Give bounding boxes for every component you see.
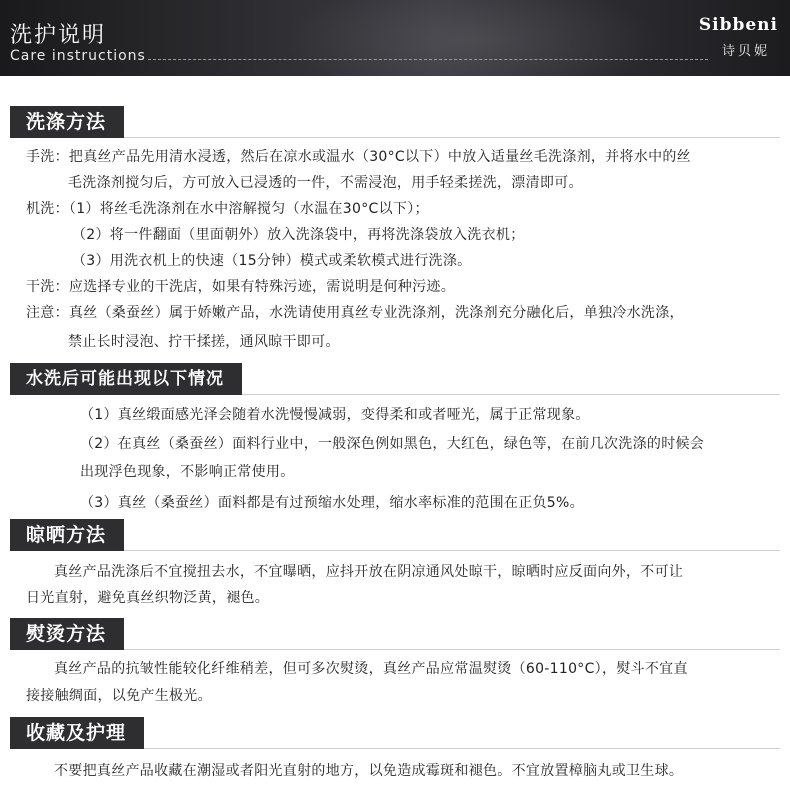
section-header-ironing <box>10 619 780 650</box>
brand-logo-cn: 诗贝妮 <box>721 44 770 59</box>
page-title: 洗护说明 <box>10 23 107 48</box>
after-wash-line: 出现浮色现象，不影响正常使用。 <box>80 464 295 480</box>
section-title-after-wash: 水洗后可能出现以下情况 <box>10 363 242 395</box>
ironing-line: 真丝产品的抗皱性能较化纤维稍差，但可多次熨烫，真丝产品应常温熨烫（60-110°C），熨斗不宜直 <box>54 661 688 677</box>
washing-line: 手洗：把真丝产品先用清水浸透，然后在凉水或温水（30°C以下）中放入适量丝毛洗涤剂，并将水中的丝 <box>26 149 691 165</box>
section-header-storage <box>10 718 780 749</box>
section-header-drying <box>10 520 780 551</box>
washing-line: 注意：真丝（桑蚕丝）属于娇嫩产品，水洗请使用真丝专业洗涤剂，洗涤剂充分融化后，单独冷水洗涤， <box>26 305 684 321</box>
storage-line: 不要把真丝产品收藏在潮湿或者阳光直射的地方，以免造成霉斑和褪色。不宜放置樟脑丸或卫生球。 <box>54 763 684 779</box>
section-title-ironing: 熨烫方法 <box>10 618 124 650</box>
section-header-after-wash <box>10 364 780 395</box>
after-wash-line: （3）真丝（桑蚕丝）面料都是有过预缩水处理，缩水率标准的范围在正负5%。 <box>80 495 584 511</box>
header-banner <box>0 0 790 76</box>
washing-line: 毛洗涤剂搅匀后，方可放入已浸透的一件，不需浸泡，用手轻柔搓洗，漂清即可。 <box>68 175 583 191</box>
washing-line: 机洗：（1）将丝毛洗涤剂在水中溶解搅匀（水温在30°C以下）； <box>26 201 429 217</box>
page-subtitle: Care instructions <box>10 48 146 64</box>
brand-logo-en: Sibbeni <box>698 15 778 35</box>
washing-line: （2）将一件翻面（里面朝外）放入洗涤袋中，再将洗涤袋放入洗衣机； <box>72 227 525 243</box>
section-title-drying: 晾晒方法 <box>10 519 124 551</box>
washing-line: （3）用洗衣机上的快速（15分钟）模式或柔软模式进行洗涤。 <box>72 253 472 269</box>
section-header-washing <box>10 107 780 138</box>
ironing-line: 接接触绸面，以免产生极光。 <box>26 688 212 704</box>
section-title-storage: 收藏及护理 <box>10 717 144 749</box>
washing-line: 禁止长时浸泡、拧干揉搓，通风晾干即可。 <box>68 334 340 350</box>
after-wash-line: （2）在真丝（桑蚕丝）面料行业中，一般深色例如黑色，大红色，绿色等，在前几次洗涤的时候会 <box>80 436 705 452</box>
after-wash-line: （1）真丝缎面感光泽会随着水洗慢慢减弱，变得柔和或者哑光，属于正常现象。 <box>80 407 590 423</box>
banner-divider <box>148 59 708 60</box>
section-title-washing: 洗涤方法 <box>10 106 124 138</box>
drying-line: 真丝产品洗涤后不宜搅扭去水，不宜曝晒，应抖开放在阴凉通风处晾干，晾晒时应反面向外，不可让 <box>54 564 684 580</box>
drying-line: 日光直射，避免真丝织物泛黄，褪色。 <box>26 590 270 606</box>
washing-line: 干洗：应选择专业的干洗店，如果有特殊污迹，需说明是何种污迹。 <box>26 279 455 295</box>
